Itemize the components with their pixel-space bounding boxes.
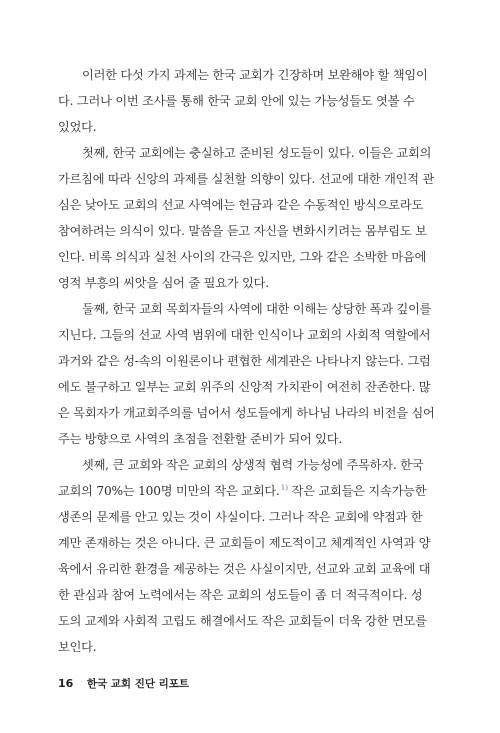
text-line: 지닌다. 그들의 선교 사역 범위에 대한 인식이나 교회의 사회적 역할에서 [58, 328, 431, 342]
text-segment: 교회의 70%는 100명 미만의 작은 교회다. [58, 484, 280, 498]
text-line: 심은 낮아도 교회의 선교 사역에는 헌금과 같은 수동적인 방식으로라도 [58, 198, 424, 212]
text-line: 계만 존재하는 것은 아니다. 큰 교회들이 제도적이고 체계적인 사역과 양 [58, 536, 431, 550]
text-line: 에도 불구하고 일부는 교회 위주의 신앙적 가치관이 여전히 잔존한다. 많 [58, 380, 431, 394]
text-line: 도의 교제와 사회적 고립도 해결에서도 작은 교회들이 더욱 강한 면모를 [58, 614, 427, 628]
text-line: 가르침에 따라 신앙의 과제를 실천할 의향이 있다. 선교에 대한 개인적 관 [58, 172, 435, 186]
running-head: 한국 교회 진단 리포트 [86, 678, 190, 690]
text-segment: 작은 교회들은 지속가능한 [287, 484, 427, 498]
text-line: 은 목회자가 개교회주의를 넘어서 성도들에게 하나님 나라의 비전을 심어 [58, 406, 435, 420]
text-line: 첫째, 한국 교회에는 충실하고 준비된 성도들이 있다. 이들은 교회의 [82, 146, 432, 160]
text-line: 한 관심과 참여 노력에서는 작은 교회의 성도들이 좀 더 적극적이다. 성 [58, 588, 423, 602]
text-line: 둘째, 한국 교회 목회자들의 사역에 대한 이해는 상당한 폭과 깊이를 [82, 302, 432, 316]
page-number: 16 [58, 677, 74, 690]
paragraph-first-point [58, 140, 442, 296]
text-line: 있었다. [58, 120, 97, 134]
text-line: 영적 부흥의 씨앗을 심어 줄 필요가 있다. [58, 276, 269, 290]
paragraph-intro [58, 62, 442, 140]
paragraph-second-point [58, 296, 442, 452]
text-line: 참여하려는 의식이 있다. 말씀을 듣고 자신을 변화시키려는 몸부림도 보 [58, 224, 427, 238]
text-line: 주는 방향으로 사역의 초점을 전환할 준비가 되어 있다. [58, 432, 343, 446]
text-line: 생존의 문제를 안고 있는 것이 사실이다. 그러나 작은 교회에 약점과 한 [58, 510, 423, 524]
text-line: 보인다. [58, 640, 97, 654]
text-line: 이러한 다섯 가지 과제는 한국 교회가 긴장하며 보완해야 할 책임이 [82, 68, 428, 82]
text-line: 다. 그러나 이번 조사를 통해 한국 교회 안에 있는 가능성들도 엿볼 수 [58, 94, 415, 108]
text-line: 과거와 같은 성-속의 이원론이나 편협한 세계관은 나타나지 않는다. 그럼 [58, 354, 431, 368]
text-line-with-footnote [58, 478, 442, 504]
text-line: 인다. 비록 의식과 실천 사이의 간극은 있지만, 그와 같은 소박한 마음에 [58, 250, 427, 264]
paragraph-third-point [58, 452, 442, 660]
page-footer [58, 676, 189, 691]
page-body [58, 62, 442, 660]
text-line: 셋째, 큰 교회와 작은 교회의 상생적 협력 가능성에 주목하자. 한국 [82, 458, 424, 472]
footnote-mark[interactable]: 1) [280, 482, 288, 492]
text-line: 육에서 유리한 환경을 제공하는 것은 사실이지만, 선교와 교회 교육에 대 [58, 562, 431, 576]
